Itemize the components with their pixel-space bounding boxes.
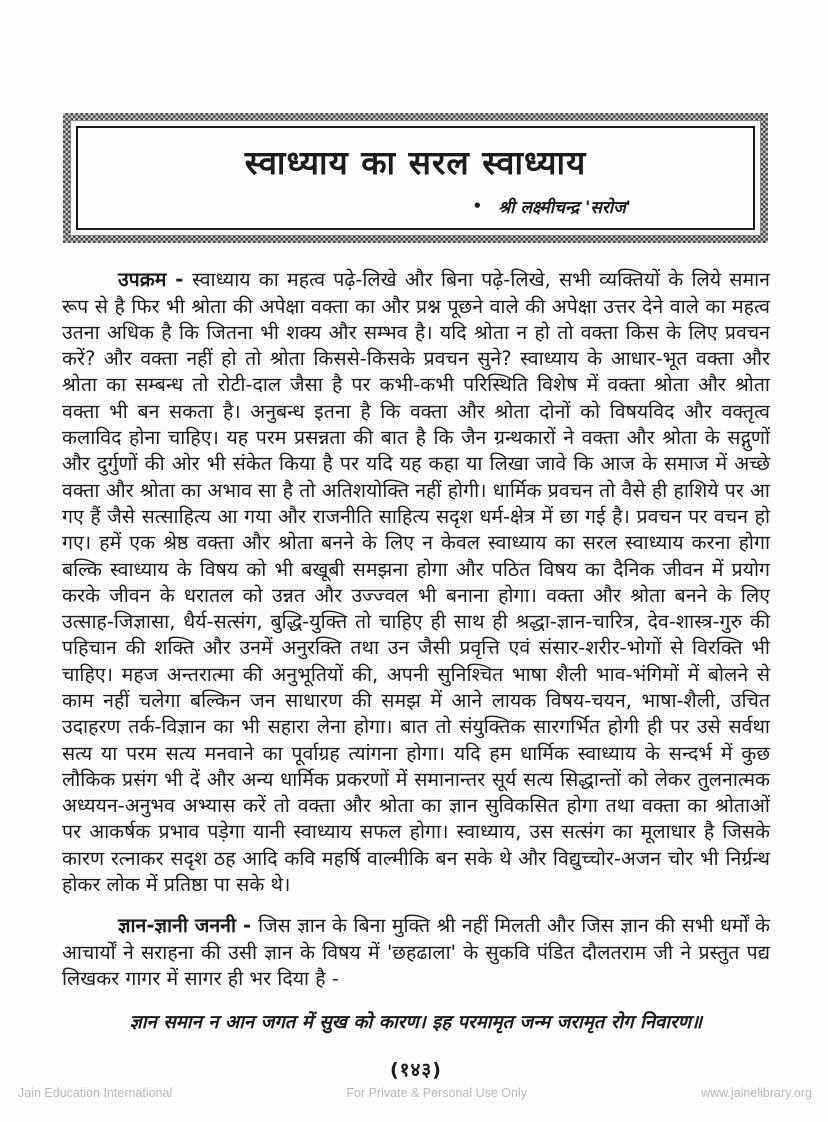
article-body <box>62 267 770 1083</box>
paragraph-gyan-gyani-text: जिस ज्ञान के बिना मुक्ति श्री नहीं मिलती और जिस ज्ञान की सभी धर्मों के आचार्यों ने सराहना की उसी ज्ञान के विषय में 'छहढाला' के सुकवि पंडित दौलतराम जी ने प्रस्तुत पद्य लिखकर गागर में सागर ही भर दिया है - <box>62 914 771 990</box>
paragraph-gyan-gyani <box>62 913 770 992</box>
author-bullet-icon: • <box>472 197 483 216</box>
verse-couplet: ज्ञान समान न आन जगत में सुख को कारण। इह परमामृत जन्म जरामृत रोग निवारण॥ <box>129 1012 703 1034</box>
page-number: (१४३) <box>389 1058 442 1081</box>
paragraph-gyan-gyani-heading: ज्ञान-ज्ञानी जननी - <box>118 914 259 938</box>
title-box-border <box>63 113 768 243</box>
footer-left-text: Jain Education International <box>18 1086 173 1100</box>
paragraph-upakram-text: स्वाध्याय का महत्व पढ़े-लिखे और बिना पढ़े-लिखे, सभी व्यक्तियों के लिये समान रूप से है फिर भी श्रोता की अपेक्षा वक्ता का और प्रश्न पूछने वाले की अपेक्षा उत्तर देने वाले का महत्व उतना अधिक है कि जितना भी शक्य और सम्भव है। यदि श्रोता न हो तो वक्ता किस के लिए प्रवचन करें? और वक्ता नहीं हो तो श्रोता किससे-किसके प्रवचन सुने? स्वाध्याय के आधार-भूत वक्ता और श्रोता का सम्बन्ध तो रोटी-दाल जैसा है पर कभी-कभी परिस्थिति विशेष में वक्ता श्रोता और श्रोता वक्ता भी बन सकता है। अनुबन्ध इतना है कि वक्ता और श्रोता दोनों को विषयविद और वक्तृत्व कलाविद होना चाहिए। यह परम प्रसन्नता की बात है कि जैन ग्रन्थकारों ने वक्ता और श्रोता के सद्गुणों और दुर्गुणों की ओर भी संकेत किया है पर यदि यह कहा या लिखा जावे कि आज के समाज में अच्छे वक्ता और श्रोता का अभाव सा है तो अतिशयोक्ति नहीं होगी। धार्मिक प्रवचन तो वैसे ही हाशिये पर आ गए हैं जैसे सत्साहित्य आ गया और राजनीति साहित्य सदृश धर्म-क्षेत्र में छा गई है। प्रवचन पर वचन हो गए। हमें एक श्रेष्ठ वक्ता और श्रोता बनने के लिए न केवल स्वाध्याय का सरल स्वाध्याय करना होगा बल्कि स्वाध्याय के विषय को भी बखूबी समझना होगा और पठित विषय का दैनिक जीवन में प्रयोग करके जीवन के धरातल को उन्नत और उज्ज्वल भी बनाना होगा। वक्ता और श्रोता बनने के लिए उत्साह-जिज्ञासा, धैर्य-सत्संग, बुद्धि-युक्ति तो चाहिए ही साथ ही श्रद्धा-ज्ञान-चारित्र, देव-शास्त्र-गुरु की पहिचान की शक्ति और उनमें अनुरक्ति तथा उन जैसी प्रवृत्ति एवं संसार-शरीर-भोगों से विरक्ति भी चाहिए। महज अन्तरात्मा की अनुभूतियों की, अपनी सुनिश्चित भाषा शैली भाव-भंगिमों में बोलने से काम नहीं चलेगा बल्किन जन साधारण की समझ में आने लायक विषय-चयन, भाषा-शैली, उचित उदाहरण तर्क-विज्ञान का भी सहारा लेना होगा। बात तो संयुक्तिक सारगर्भित होगी ही पर उसे सर्वथा सत्य या परम सत्य मनवाने का पूर्वाग्रह त्यांगना होगा। यदि हम धार्मिक स्वाध्याय के सन्दर्भ में कुछ लौकिक प्रसंग भी दें और अन्य धार्मिक प्रकरणों में समानान्तर सूर्य सत्य सिद्धान्तों को लेकर तुलनात्मक अध्ययन-अनुभव अभ्यास करें तो वक्ता और श्रोता का ज्ञान सुविकसित होगा तथा वक्ता का श्रोताओं पर आकर्षक प्रभाव पड़ेगा यानी स्वाध्याय सफल होगा। स्वाध्याय, उस सत्संग का मूलाधार है जिसके कारण रत्नाकर सदृश ठह आदि कवि महर्षि वाल्मीकि बन सके थे और विद्युच्चोर-अजन चोर भी निर्ग्रन्थ होकर लोक में प्रतिष्ठा पा सके थे। <box>62 268 770 897</box>
scan-footer <box>18 1086 812 1100</box>
author-line <box>90 195 741 218</box>
footer-center-text: For Private & Personal Use Only <box>346 1086 527 1100</box>
page-title: स्वाध्याय का सरल स्वाध्याय <box>244 143 587 182</box>
author-name: श्री लक्ष्मीचन्द्र 'सरोज' <box>498 198 631 219</box>
title-box <box>76 126 755 230</box>
title-box-gap <box>71 121 760 235</box>
paragraph-upakram-heading: उपक्रम - <box>118 268 193 292</box>
paragraph-upakram <box>62 267 770 898</box>
footer-right-text: www.jainelibrary.org <box>701 1086 812 1100</box>
